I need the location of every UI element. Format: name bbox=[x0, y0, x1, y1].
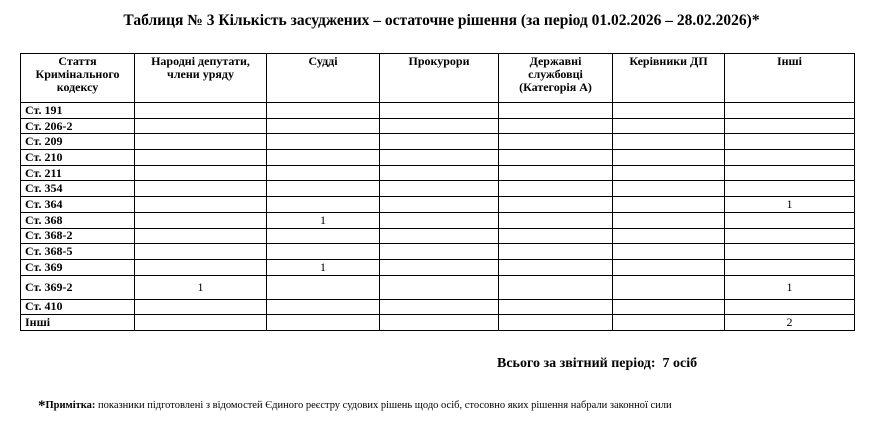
footnote-text: показники підготовлені з відомостей Єдиного реєстру судових рішень щодо осіб, стосовно яких рішення набрали законної сили bbox=[98, 400, 672, 411]
table-cell bbox=[267, 197, 380, 213]
row-article: Ст. 410 bbox=[21, 299, 135, 315]
table-cell: 1 bbox=[725, 197, 855, 213]
table-cell bbox=[725, 118, 855, 134]
table-cell bbox=[725, 299, 855, 315]
table-cell bbox=[613, 228, 725, 244]
table-cell bbox=[499, 103, 613, 119]
header-article: Стаття Кримінального кодексу bbox=[21, 54, 135, 103]
table-cell bbox=[135, 197, 267, 213]
row-article: Ст. 369 bbox=[21, 259, 135, 275]
table-cell bbox=[613, 259, 725, 275]
table-row bbox=[21, 299, 855, 315]
table-cell bbox=[499, 150, 613, 166]
table-cell bbox=[499, 181, 613, 197]
table-cell bbox=[267, 315, 380, 331]
table-cell bbox=[725, 212, 855, 228]
table-cell: 1 bbox=[725, 275, 855, 299]
table-cell bbox=[267, 165, 380, 181]
table-cell bbox=[380, 259, 499, 275]
table-cell bbox=[725, 165, 855, 181]
table-cell bbox=[499, 244, 613, 260]
row-article: Інші bbox=[21, 315, 135, 331]
header-prosecutors: Прокурори bbox=[380, 54, 499, 103]
table-cell bbox=[613, 212, 725, 228]
table-cell bbox=[380, 150, 499, 166]
row-article: Ст. 368-5 bbox=[21, 244, 135, 260]
table-cell bbox=[267, 118, 380, 134]
table-cell bbox=[380, 118, 499, 134]
header-se-heads: Керівники ДП bbox=[613, 54, 725, 103]
table-cell bbox=[725, 103, 855, 119]
table-cell bbox=[613, 181, 725, 197]
table-header-row bbox=[21, 54, 855, 103]
table-cell bbox=[380, 244, 499, 260]
table-cell bbox=[267, 275, 380, 299]
total-summary bbox=[497, 356, 697, 372]
table-cell bbox=[135, 212, 267, 228]
row-article: Ст. 210 bbox=[21, 150, 135, 166]
table-cell bbox=[725, 228, 855, 244]
table-cell bbox=[613, 299, 725, 315]
table-row bbox=[21, 165, 855, 181]
table-cell bbox=[380, 197, 499, 213]
table-cell bbox=[725, 181, 855, 197]
header-judges: Судді bbox=[267, 54, 380, 103]
table-row bbox=[21, 181, 855, 197]
table-cell bbox=[380, 103, 499, 119]
table-cell bbox=[380, 165, 499, 181]
table-cell bbox=[725, 134, 855, 150]
table-cell bbox=[499, 197, 613, 213]
table-cell bbox=[613, 275, 725, 299]
table-cell bbox=[613, 150, 725, 166]
header-mps: Народні депутати, члени уряду bbox=[135, 54, 267, 103]
table-cell bbox=[613, 197, 725, 213]
row-article: Ст. 354 bbox=[21, 181, 135, 197]
table-cell bbox=[499, 275, 613, 299]
table-cell bbox=[135, 118, 267, 134]
table-cell bbox=[135, 315, 267, 331]
row-article: Ст. 191 bbox=[21, 103, 135, 119]
table-row bbox=[21, 197, 855, 213]
table-cell bbox=[499, 228, 613, 244]
table-row bbox=[21, 275, 855, 299]
row-article: Ст. 369-2 bbox=[21, 275, 135, 299]
table-cell bbox=[380, 299, 499, 315]
table-cell bbox=[135, 228, 267, 244]
table-cell bbox=[267, 244, 380, 260]
table-row bbox=[21, 315, 855, 331]
table-cell bbox=[725, 244, 855, 260]
table-row bbox=[21, 150, 855, 166]
table-row bbox=[21, 212, 855, 228]
header-others: Інші bbox=[725, 54, 855, 103]
table-cell bbox=[380, 212, 499, 228]
table-cell bbox=[135, 150, 267, 166]
table-row bbox=[21, 259, 855, 275]
total-label: Всього за звітний період: bbox=[497, 356, 656, 371]
total-value: 7 осіб bbox=[662, 356, 698, 371]
table-cell bbox=[380, 275, 499, 299]
table-cell bbox=[613, 165, 725, 181]
table-cell bbox=[499, 134, 613, 150]
table-cell bbox=[135, 165, 267, 181]
table-row bbox=[21, 244, 855, 260]
table-cell bbox=[613, 118, 725, 134]
page-title: Таблиця № 3 Кількість засуджених – остаточне рішення (за період 01.02.2026 – 28.02.2026)* bbox=[123, 12, 760, 29]
table-cell bbox=[135, 181, 267, 197]
table-cell bbox=[725, 150, 855, 166]
table-cell bbox=[267, 299, 380, 315]
table-row bbox=[21, 134, 855, 150]
table-cell bbox=[499, 165, 613, 181]
row-article: Ст. 368-2 bbox=[21, 228, 135, 244]
table-cell bbox=[135, 244, 267, 260]
table-cell bbox=[267, 150, 380, 166]
table-cell: 2 bbox=[725, 315, 855, 331]
table-cell bbox=[135, 259, 267, 275]
table-cell bbox=[267, 103, 380, 119]
table-row bbox=[21, 103, 855, 119]
table-cell bbox=[380, 228, 499, 244]
row-article: Ст. 206-2 bbox=[21, 118, 135, 134]
table-cell bbox=[267, 134, 380, 150]
footnote-star: * bbox=[38, 398, 46, 414]
table-cell bbox=[613, 103, 725, 119]
table-cell bbox=[613, 315, 725, 331]
table-cell: 1 bbox=[267, 212, 380, 228]
table-cell bbox=[380, 181, 499, 197]
table-cell bbox=[499, 299, 613, 315]
table-cell bbox=[267, 181, 380, 197]
table-cell: 1 bbox=[267, 259, 380, 275]
row-article: Ст. 211 bbox=[21, 165, 135, 181]
table-cell bbox=[267, 228, 380, 244]
table-cell bbox=[135, 103, 267, 119]
table-cell bbox=[613, 244, 725, 260]
table-cell bbox=[613, 134, 725, 150]
table-row bbox=[21, 118, 855, 134]
row-article: Ст. 368 bbox=[21, 212, 135, 228]
table-cell bbox=[135, 299, 267, 315]
table-cell bbox=[499, 259, 613, 275]
table-cell bbox=[725, 259, 855, 275]
convictions-table bbox=[20, 53, 855, 331]
footnote-label: Примітка: bbox=[45, 400, 96, 411]
footnote bbox=[38, 398, 672, 415]
header-civil-servants: Державні службовці (Категорія А) bbox=[499, 54, 613, 103]
row-article: Ст. 364 bbox=[21, 197, 135, 213]
table-cell bbox=[499, 118, 613, 134]
table-cell bbox=[380, 315, 499, 331]
table-cell: 1 bbox=[135, 275, 267, 299]
table-cell bbox=[380, 134, 499, 150]
row-article: Ст. 209 bbox=[21, 134, 135, 150]
table-cell bbox=[135, 134, 267, 150]
table-cell bbox=[499, 315, 613, 331]
table-row bbox=[21, 228, 855, 244]
table-cell bbox=[499, 212, 613, 228]
table-body bbox=[21, 103, 855, 331]
